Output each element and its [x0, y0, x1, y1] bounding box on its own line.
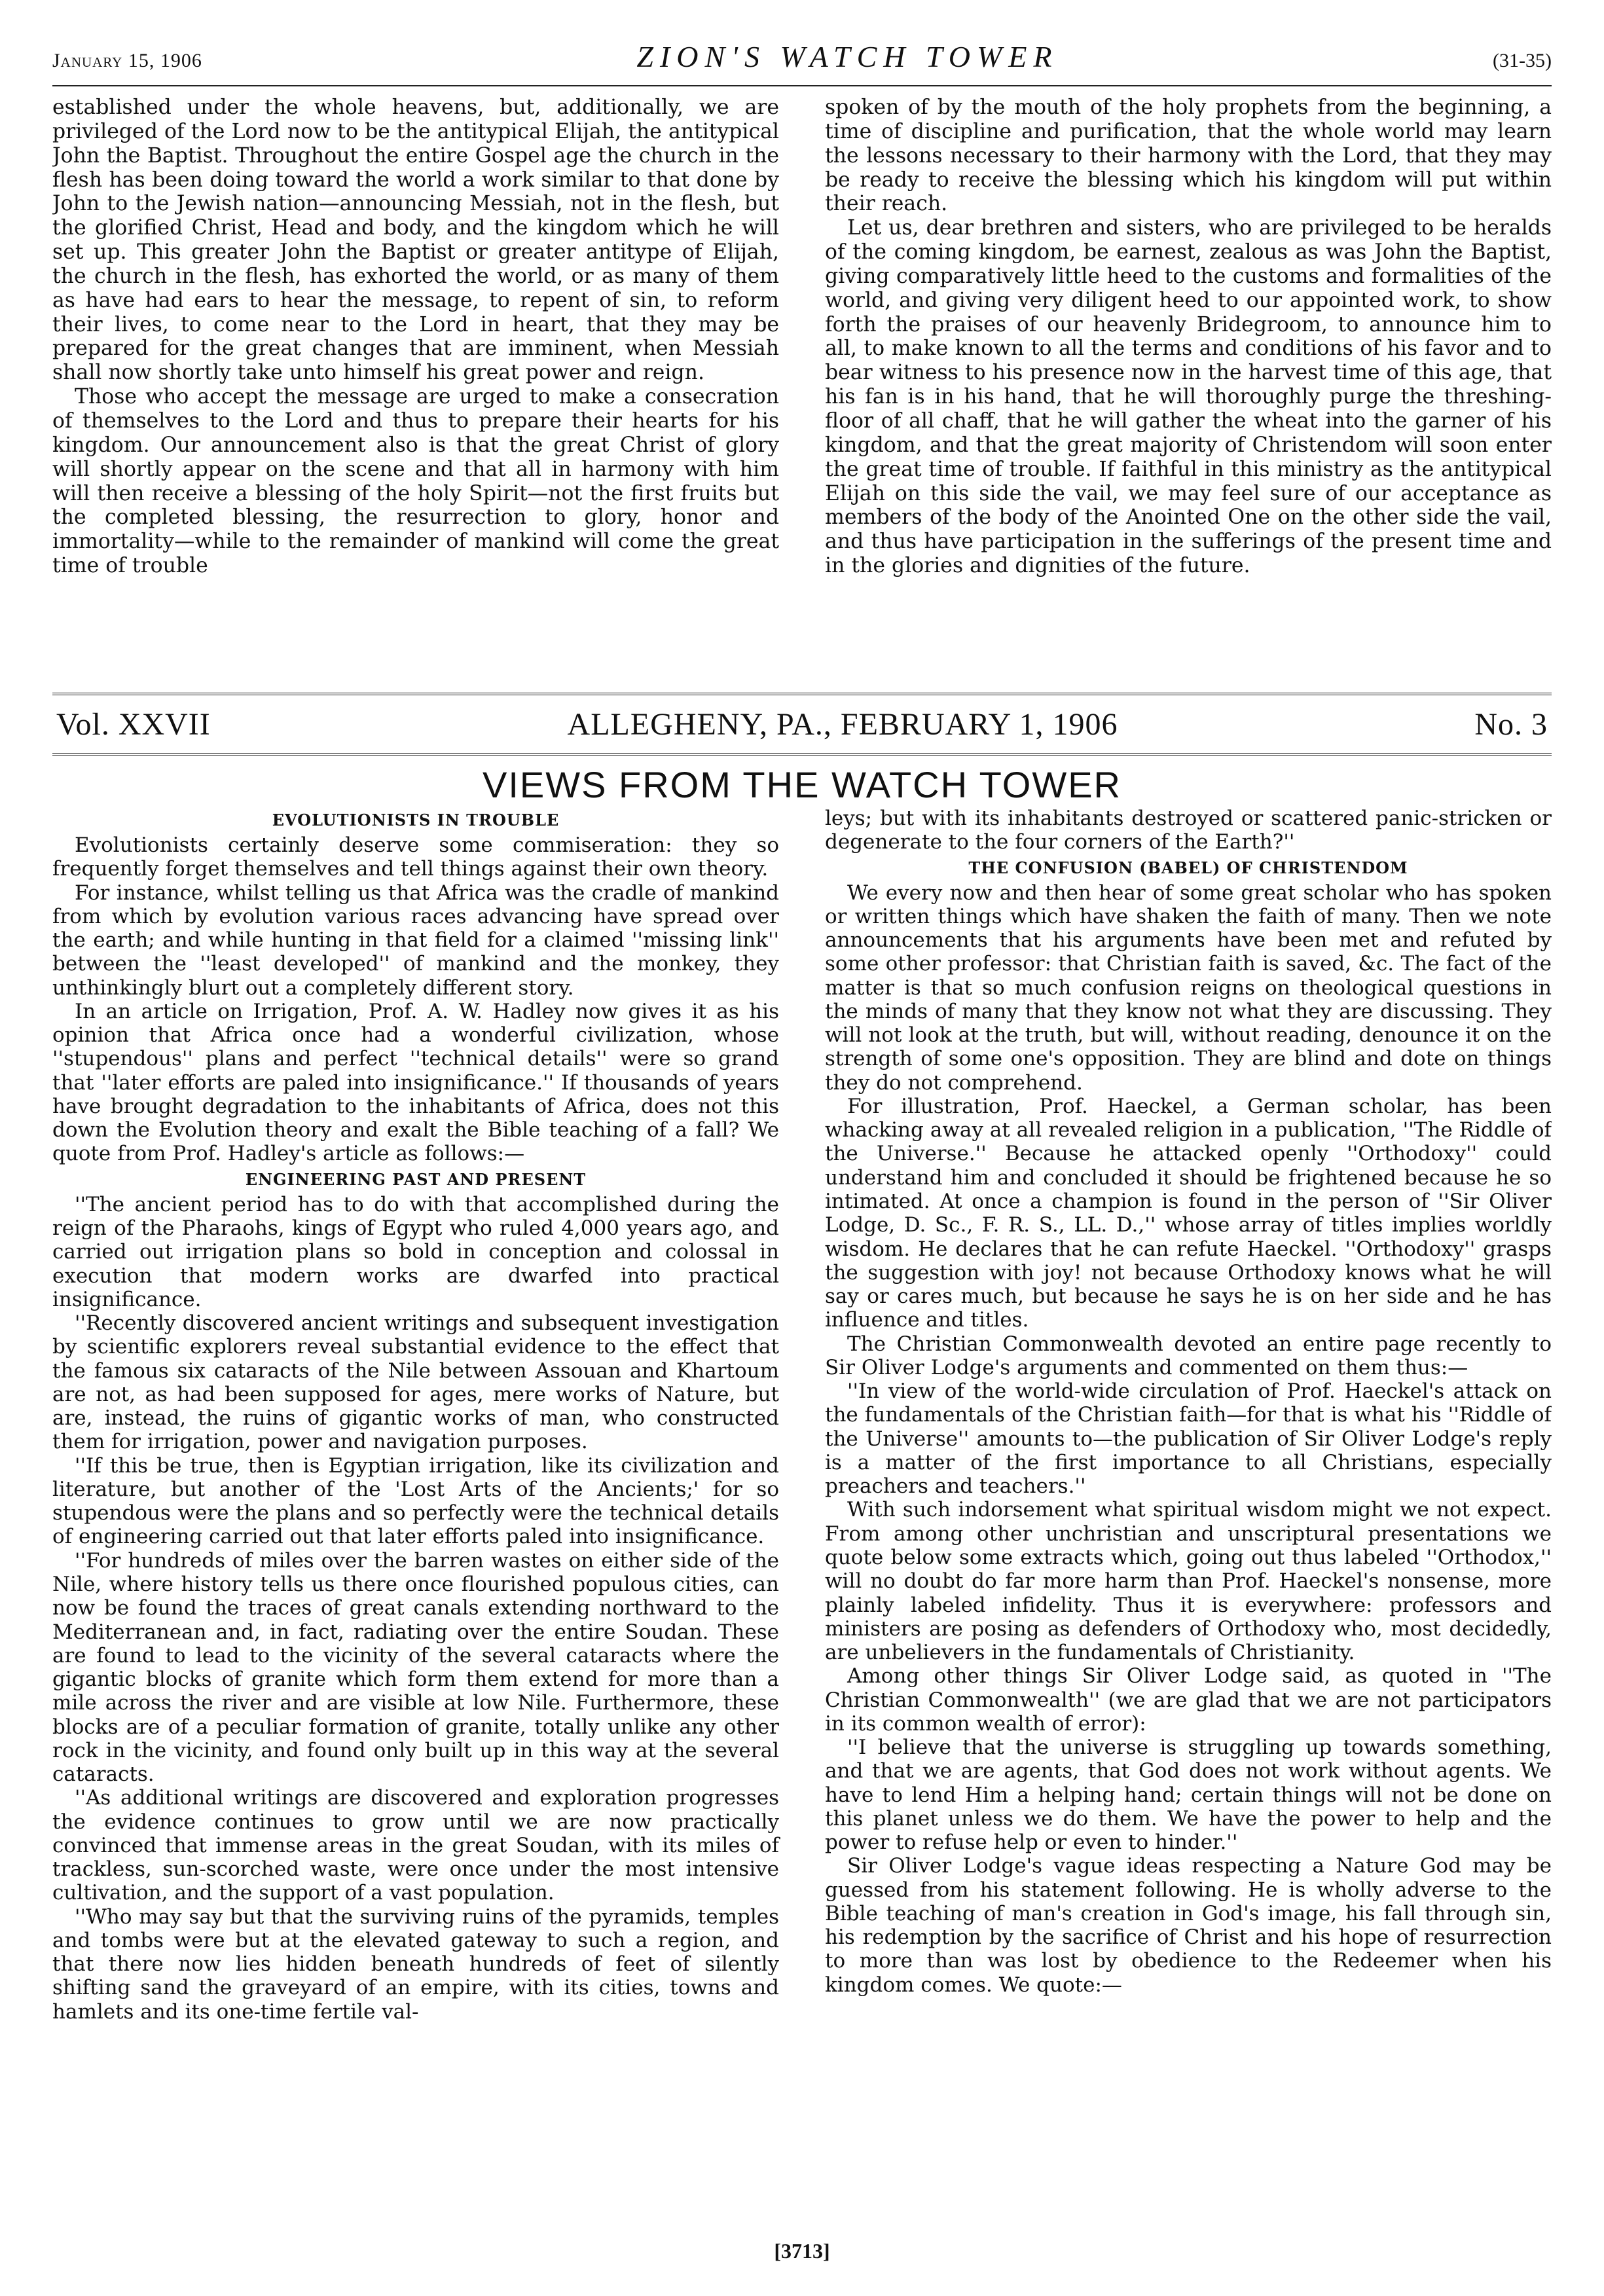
paragraph: leys; but with its inhabitants destroyed or scattered panic-stricken or degenerate to the four corners of the Earth?'': [825, 807, 1552, 854]
paragraph: ''For hundreds of miles over the barren wastes on either side of the Nile, where history tells us there once flourished populous cities, can now be found the traces of great canals extending northward to the Mediterranean and, in fact, radiating over the entire Soudan. These are found to lead to the vicinity of the several cataracts where the gigantic blocks of granite which form them extend for more than a mile across the river and are visible at low Nile. Furthermore, these blocks are of a peculiar formation of granite, totally unlike any other rock in the vicinity, and found only built up in this way at the several cataracts.: [52, 1548, 779, 1787]
subheading: ENGINEERING PAST AND PRESENT: [245, 1169, 587, 1189]
volume-number: Vol. XXVII: [56, 706, 211, 742]
subheading: EVOLUTIONISTS IN TROUBLE: [272, 811, 560, 829]
running-head: [52, 39, 1552, 86]
section-title: VIEWS FROM THE WATCH TOWER: [483, 764, 1121, 805]
lower-right-column: [825, 807, 1552, 2195]
paragraph: spoken of by the mouth of the holy prophets from the beginning, a time of discipline and purification, that the whole world may learn the lessons necessary to their harmony with the Lord, that they may be ready to receive the blessing which his kingdom will put within their reach.: [825, 96, 1552, 216]
top-right-column: [825, 96, 1552, 689]
paragraph: Evolutionists certainly deserve some commiseration: they so frequently forget themselves and tell things against their own theory.: [52, 833, 779, 881]
paragraph: With such indorsement what spiritual wisdom might we not expect. From among other unchristian and unscriptural presentations we quote below some extracts which, going out thus labeled ''Orthodox,'' will no doubt do far more harm than Prof. Haeckel's nonsense, more plainly labeled infidelity. Thus it is everywhere: professors and ministers are posing as defenders of Orthodoxy who, most decidedly, are unbelievers in the fundamentals of Christianity.: [825, 1498, 1552, 1665]
paragraph: ''Recently discovered ancient writings and subsequent investigation by scientific explorers reveal substantial evidence to the effect that the famous six cataracts of the Nile between Assouan and Khartoum are not, as had been supposed for ages, mere works of Nature, but are, instead, the ruins of gigantic works of man, who constructed them for irrigation, power and navigation purposes.: [52, 1311, 779, 1454]
paragraph: We every now and then hear of some great scholar who has spoken or written things which have shaken the faith of many. Then we note announcements that his arguments have been met and refuted by some other professor: that Christian faith is saved, &c. The fact of the matter is that so much confusion reigns on theological questions in the minds of many that they know not what they are discussing. They will not look at the truth, but will, without reading, denounce it on the strength of some one's opposition. They are blind and dote on things they do not comprehend.: [825, 881, 1552, 1095]
paragraph: In an article on Irrigation, Prof. A. W. Hadley now gives it as his opinion that Africa once had a wonderful civilization, whose ''stupendous'' plans and perfect ''technical details'' were so grand that ''later efforts are paled into insignificance.'' If thousands of years have brought degradation to the inhabitants of Africa, does not this down the Evolution theory and exalt the Bible teaching of a fall? We quote from Prof. Hadley's article as follows:—: [52, 999, 779, 1166]
top-left-column: [52, 96, 779, 689]
place-date: ALLEGHENY, PA., FEBRUARY 1, 1906: [567, 706, 1118, 742]
publication-title: ZION'S WATCH TOWER: [636, 40, 1059, 73]
paragraph: established under the whole heavens, but, additionally, we are privileged of the Lord now to be the antitypical Elijah, the antitypical John the Baptist. Throughout the entire Gospel age the church in the flesh has been doing toward the world a work similar to that done by John to the Jewish nation—announcing Messiah, not in the flesh, but the glorified Christ, Head and body, and the kingdom which he will set up. This greater John the Baptist or greater antitype of Elijah, the church in the flesh, has exhorted the world, or as many of them as have had ears to hear the message, to repent of sin, to reform their lives, to come near to the Lord in heart, that they may be prepared for the great changes that are imminent, when Messiah shall now shortly take unto himself his great power and reign.: [52, 96, 779, 385]
subheading: THE CONFUSION (BABEL) OF CHRISTENDOM: [968, 858, 1408, 877]
main-article: [52, 807, 1552, 2195]
masthead: [52, 693, 1552, 756]
paragraph: ''If this be true, then is Egyptian irrigation, like its civilization and literature, but another of the 'Lost Arts of the Ancients;' for so stupendous were the plans and so perfectly were the technical details of engineering carried out that later efforts paled into insignificance.: [52, 1453, 779, 1549]
page-number: [3713]: [774, 2239, 830, 2263]
issue-date: January 15, 1906: [52, 50, 202, 71]
lower-left-column: [52, 807, 779, 2195]
paragraph: ''In view of the world-wide circulation of Prof. Haeckel's attack on the fundamentals of the Christian faith—for that is what his ''Riddle of the Universe'' amounts to—the publication of Sir Oliver Lodge's reply is a matter of the first importance to all Christians, especially preachers and teachers.'': [825, 1379, 1552, 1499]
paragraph: The Christian Commonwealth devoted an entire page recently to Sir Oliver Lodge's arguments and commented on them thus:—: [825, 1332, 1552, 1379]
paragraph: Among other things Sir Oliver Lodge said, as quoted in ''The Christian Commonwealth'' (we are glad that we are not participators in its common wealth of error):: [825, 1664, 1552, 1736]
paragraph: For illustration, Prof. Haeckel, a German scholar, has been whacking away at all revealed religion in a publication, ''The Riddle of the Universe.'' Because he attacked openly ''Orthodoxy'' could understand him and concluded it should be frightened because he so intimated. At once a champion is found in the person of ''Sir Oliver Lodge, D. Sc., F. R. S., LL. D.,'' whose array of titles implies worldly wisdom. He declares that he can refute Haeckel. ''Orthodoxy'' grasps the suggestion with joy! not because Orthodoxy knows what he will say or cares much, but because he says he is on her side and he has influence and titles.: [825, 1094, 1552, 1332]
paragraph: ''I believe that the universe is struggling up towards something, and that we are agents, that God does not work without agents. We have to lend Him a helping hand; certain things will not be done on this planet unless we do them. We have the power to help and the power to refuse help or even to hinder.'': [825, 1736, 1552, 1855]
paragraph: ''As additional writings are discovered and exploration progresses the evidence continues to grow until we are now practically convinced that immense areas in the great Soudan, with its miles of trackless, sun-scorched waste, were once under the most intensive cultivation, and the support of a vast population.: [52, 1786, 779, 1905]
page-range: (31-35): [1493, 50, 1552, 71]
paragraph: ''Who may say but that the surviving ruins of the pyramids, temples and tombs were but at the elevated gateway to such a region, and that there now lies hidden beneath hundreds of feet of silently shifting sand the graveyard of an empire, with its cities, towns and hamlets and its one-time fertile val-: [52, 1904, 779, 2024]
paragraph: ''The ancient period has to do with that accomplished during the reign of the Pharaohs, kings of Egypt who ruled 4,000 years ago, and carried out irrigation plans so bold in conception and colossal in execution that modern works are dwarfed into practical insignificance.: [52, 1192, 779, 1311]
paragraph: For instance, whilst telling us that Africa was the cradle of mankind from which by evolution various races advancing have spread over the earth; and while hunting in that field for a claimed ''missing link'' between the ''least developed'' of mankind and the monkey, they unthinkingly blurt out a completely different story.: [52, 881, 779, 1000]
paragraph: Let us, dear brethren and sisters, who are privileged to be heralds of the coming kingdom, be earnest, zealous as was John the Baptist, giving comparatively little heed to the customs and formalities of the world, and giving very diligent heed to our appointed work, to show forth the praises of our heavenly Bridegroom, to announce him to all, to make known to all the terms and conditions of his favor and to bear witness to his presence now in the harvest time of this age, that his fan is in his hand, that he will thoroughly purge the threshing-floor of all chaff, that he will gather the wheat into the garner of his kingdom, and that the great majority of Christendom will soon enter the great time of trouble. If faithful in this ministry as the antitypical Elijah on this side the vail, we may feel sure of our acceptance as members of the body of the Anointed One on the other side the vail, and thus have participation in the sufferings of the present time and in the glories and dignities of the future.: [825, 216, 1552, 578]
page: [52, 39, 1552, 2195]
issue-number: No. 3: [1474, 706, 1548, 742]
continued-article: [52, 96, 1552, 689]
paragraph: Those who accept the message are urged to make a consecration of themselves to the Lord and thus to prepare their hearts for his kingdom. Our announcement also is that the great Christ of glory will shortly appear on the scene and that all in harmony with him will then receive a blessing of the holy Spirit—not the first fruits but the completed blessing, the resurrection to glory, honor and immortality—while to the remainder of mankind will come the great time of trouble: [52, 385, 779, 578]
paragraph: Sir Oliver Lodge's vague ideas respecting a Nature God may be guessed from his statement following. He is wholly adverse to the Bible teaching of man's creation in God's image, his fall through sin, his redemption by the sacrifice of Christ and his hope of resurrection to more than was lost by obedience to the Redeemer when his kingdom comes. We quote:—: [825, 1854, 1552, 1997]
